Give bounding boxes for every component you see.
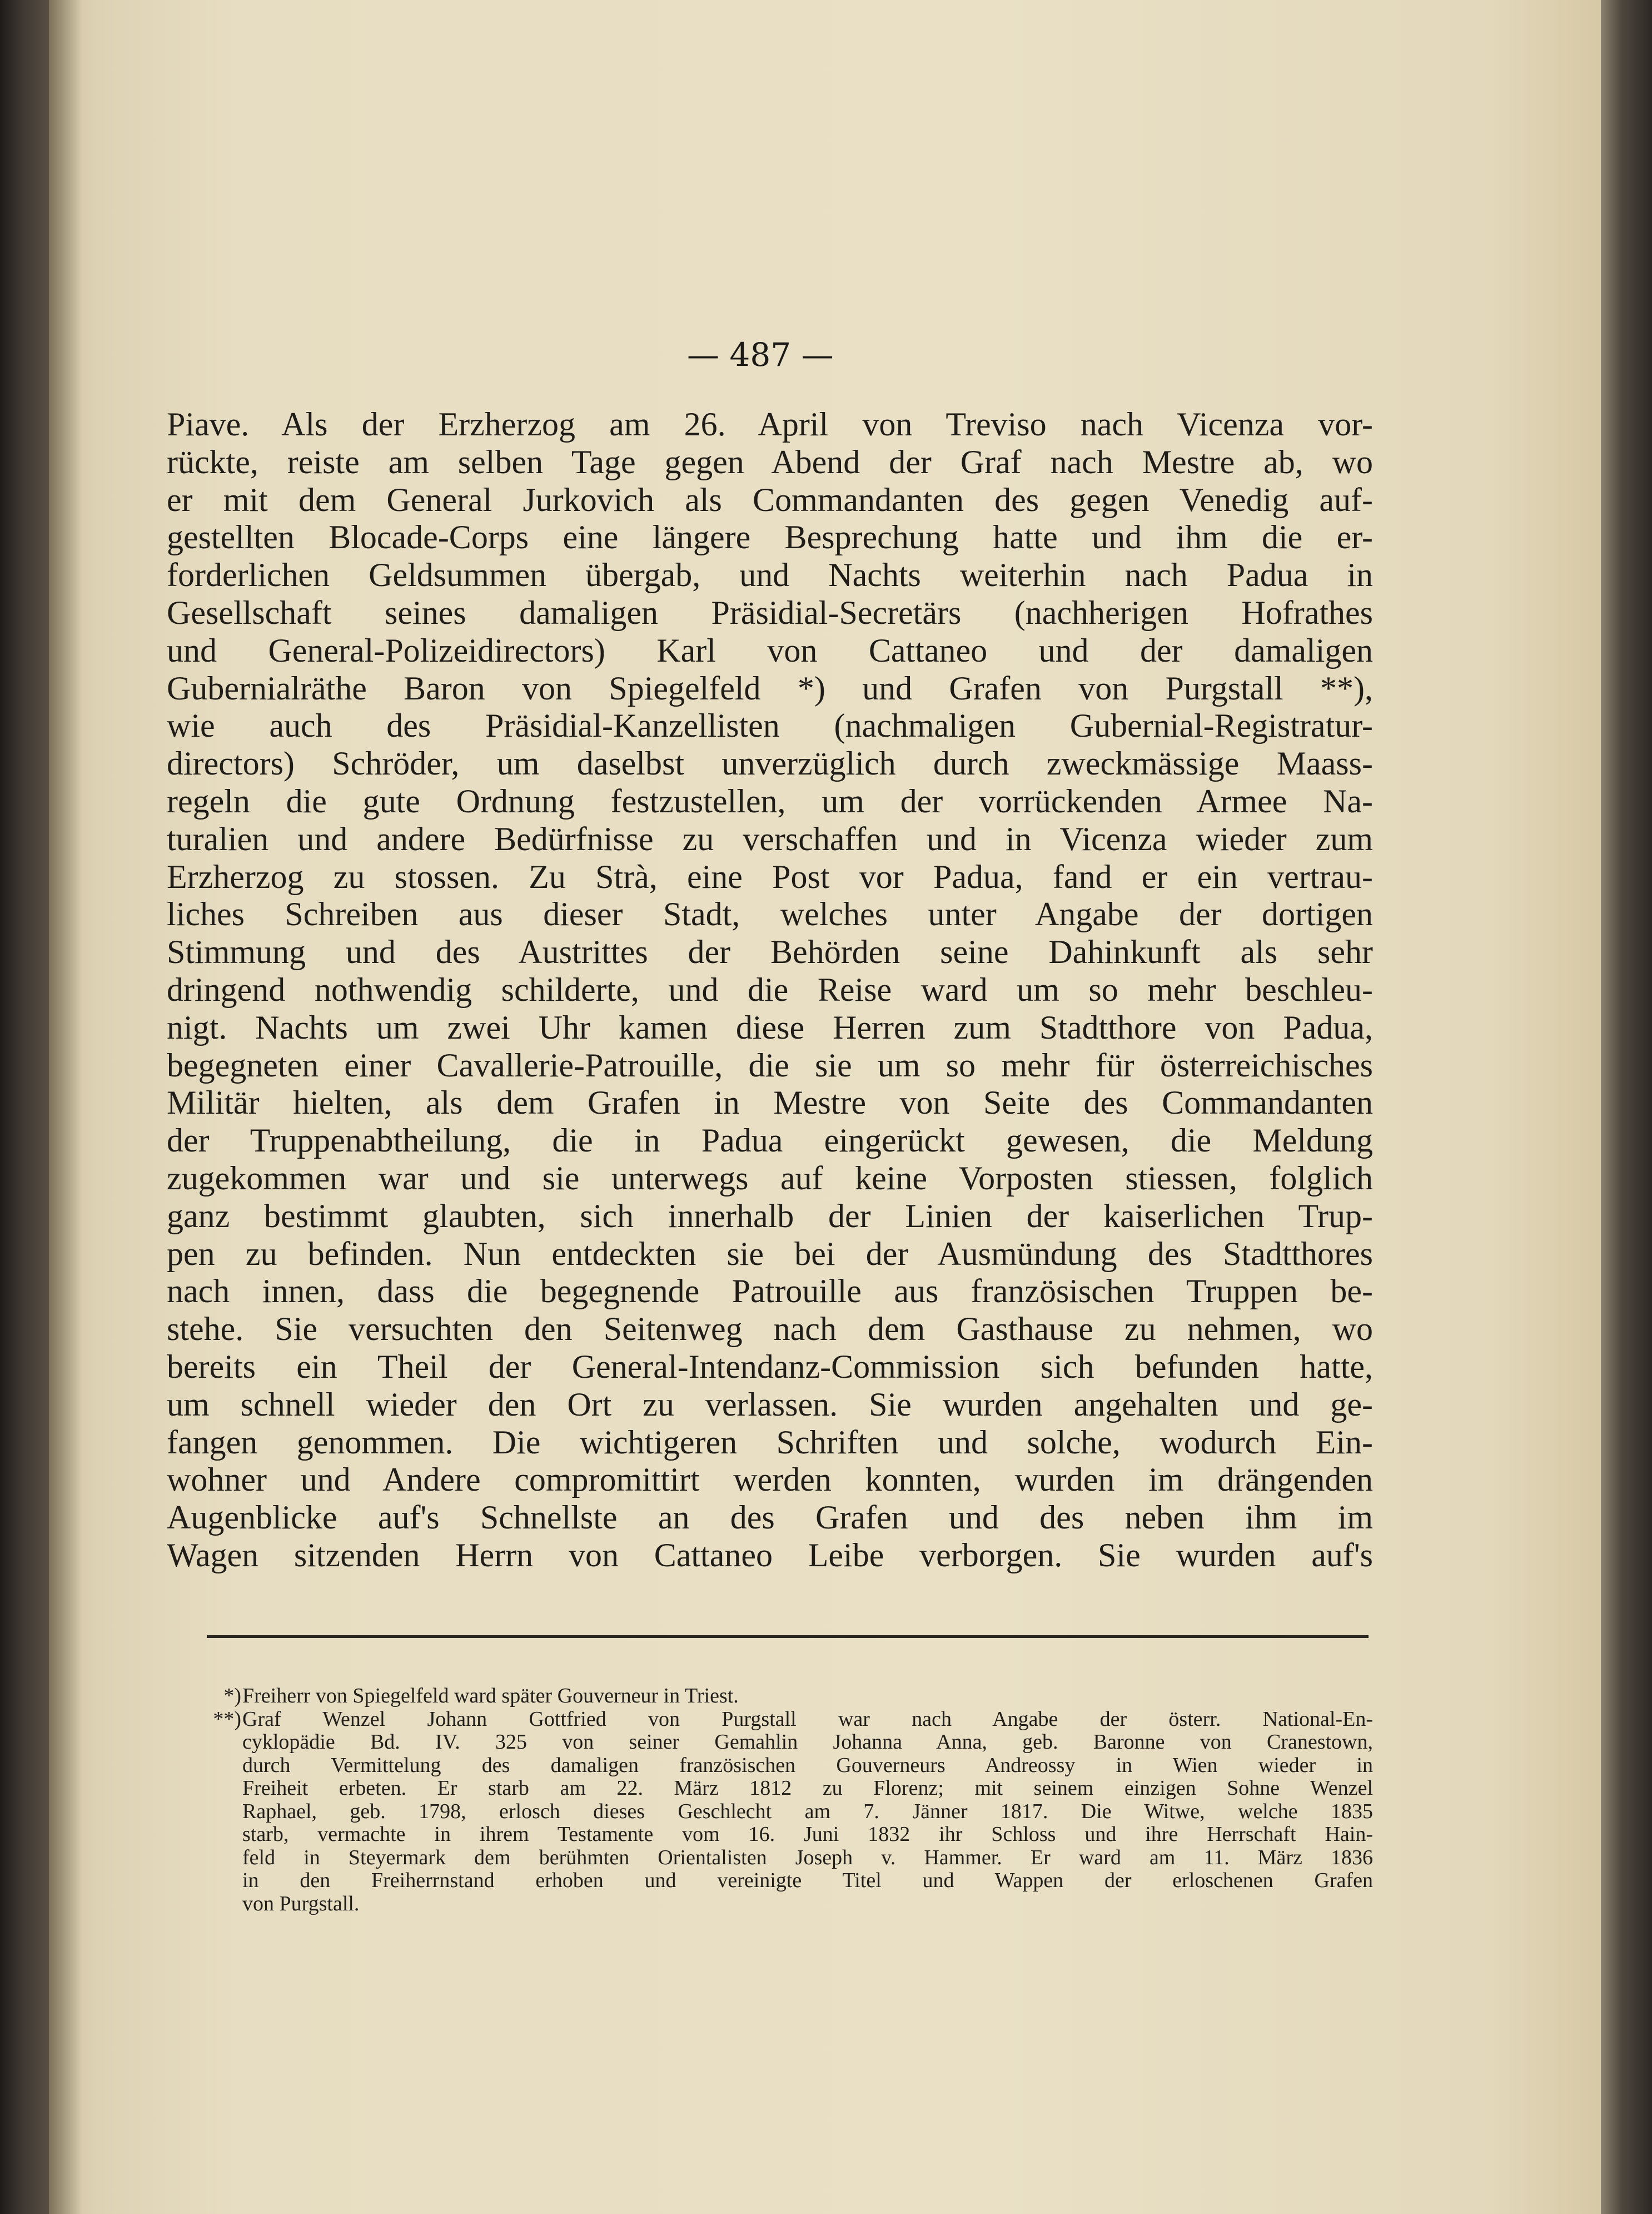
footnote-marker: *) [223,1684,241,1707]
footnote-line: Raphael, geb. 1798, erlosch dieses Geschlecht am 7. Jänner 1817. Die Witwe, welche 1835 [242,1799,1373,1823]
text-line: Gubernialräthe Baron von Spiegelfeld *) und Grafen von Purgstall **), [167,669,1373,707]
text-line: wohner und Andere compromittirt werden konnten, wurden im drängenden [167,1461,1373,1498]
footnote-1 [206,1685,1373,1708]
text-line: um schnell wieder den Ort zu verlassen. Sie wurden angehalten und ge- [167,1386,1373,1423]
text-line: der Truppenabtheilung, die in Padua eingerückt gewesen, die Meldung [167,1122,1373,1159]
footnotes [206,1685,1373,1915]
text-line: bereits ein Theil der General-Intendanz-Commission sich befunden hatte, [167,1348,1373,1385]
text-line: Augenblicke auf's Schnellste an des Grafen und des neben ihm im [167,1499,1373,1536]
text-line: stehe. Sie versuchten den Seitenweg nach dem Gasthause zu nehmen, wo [167,1310,1373,1348]
page-edge-stack [1601,0,1652,2214]
text-line: nigt. Nachts um zwei Uhr kamen diese Herren zum Stadtthore von Padua, [167,1009,1373,1046]
text-line: und General-Polizeidirectors) Karl von Cattaneo und der damaligen [167,632,1373,669]
footnote-line: starb, vermachte in ihrem Testamente vom 16. Juni 1832 ihr Schloss und ihre Herrschaft Hain- [242,1823,1373,1846]
footnote-2 [206,1708,1373,1916]
text-line: forderlichen Geldsummen übergab, und Nachts weiterhin nach Padua in [167,557,1373,594]
footnote-line: von Purgstall. [242,1892,360,1915]
text-line: ganz bestimmt glaubten, sich innerhalb der Linien der kaiserlichen Trup- [167,1197,1373,1234]
text-line: Erzherzog zu stossen. Zu Strà, eine Post vor Padua, fand er ein vertrau- [167,858,1373,895]
text-line: dringend nothwendig schilderte, und die Reise ward um so mehr beschleu- [167,971,1373,1008]
footnote-line: feld in Steyermark dem berühmten Orientalisten Joseph v. Hammer. Er ward am 11. März 1836 [242,1845,1373,1869]
text-line: nach innen, dass die begegnende Patrouille aus französischen Truppen be- [167,1273,1373,1310]
footnote-line: durch Vermittelung des damaligen französischen Gouverneurs Andreossy in Wien wieder in [242,1753,1373,1777]
text-line: regeln die gute Ordnung festzustellen, um der vorrückenden Armee Na- [167,782,1373,820]
text-line: er mit dem General Jurkovich als Commandanten des gegen Venedig auf- [167,481,1373,518]
text-line: Stimmung und des Austrittes der Behörden seine Dahinkunft als sehr [167,934,1373,971]
main-text [167,406,1373,1575]
text-line: rückte, reiste am selben Tage gegen Abend der Graf nach Mestre ab, wo [167,443,1373,480]
text-line: begegneten einer Cavallerie-Patrouille, die sie um so mehr für österreichisches [167,1046,1373,1084]
footnote-line: in den Freiherrnstand erhoben und vereinigte Titel und Wappen der erloschenen Grafen [242,1869,1373,1892]
text-line: directors) Schröder, um daselbst unverzüglich durch zweckmässige Maass- [167,745,1373,782]
text-line: liches Schreiben aus dieser Stadt, welches unter Angabe der dortigen [167,896,1373,933]
text-line: fangen genommen. Die wichtigeren Schriften und solche, wodurch Ein- [167,1423,1373,1461]
text-line: turalien und andere Bedürfnisse zu verschaffen und in Vicenza wieder zum [167,820,1373,857]
footnote-line: Freiheit erbeten. Er starb am 22. März 1812 zu Florenz; mit seinem einzigen Sohne Wenzel [242,1776,1373,1800]
footnote-line: Graf Wenzel Johann Gottfried von Purgstall war nach Angabe der österr. National-En- [242,1707,1373,1731]
text-line: Militär hielten, als dem Grafen in Mestre von Seite des Commandanten [167,1084,1373,1121]
footnote-marker: **) [213,1707,241,1731]
text-line: zugekommen war und sie unterwegs auf keine Vorposten stiessen, folglich [167,1159,1373,1197]
text-line: pen zu befinden. Nun entdeckten sie bei der Ausmündung des Stadtthores [167,1235,1373,1272]
text-line: Piave. Als der Erzherzog am 26. April von Treviso nach Vicenza vor- [167,406,1373,443]
page-gutter-shadow [49,0,82,2214]
text-line: wie auch des Präsidial-Kanzellisten (nachmaligen Gubernial-Registratur- [167,707,1373,744]
footnote-line: cyklopädie Bd. IV. 325 von seiner Gemahlin Johanna Anna, geb. Baronne von Cranestown, [242,1730,1373,1754]
text-line: Gesellschaft seines damaligen Präsidial-Secretärs (nachherigen Hofrathes [167,594,1373,631]
text-line: gestellten Blocade-Corps eine längere Besprechung hatte und ihm die er- [167,519,1373,556]
book-binding-edge [0,0,50,2214]
page-number: — 487 — [687,336,834,374]
text-line: Wagen sitzenden Herrn von Cattaneo Leibe verborgen. Sie wurden auf's [167,1536,1373,1573]
footnote-divider [207,1635,1369,1638]
footnote-line: Freiherr von Spiegelfeld ward später Gouverneur in Triest. [242,1684,739,1707]
